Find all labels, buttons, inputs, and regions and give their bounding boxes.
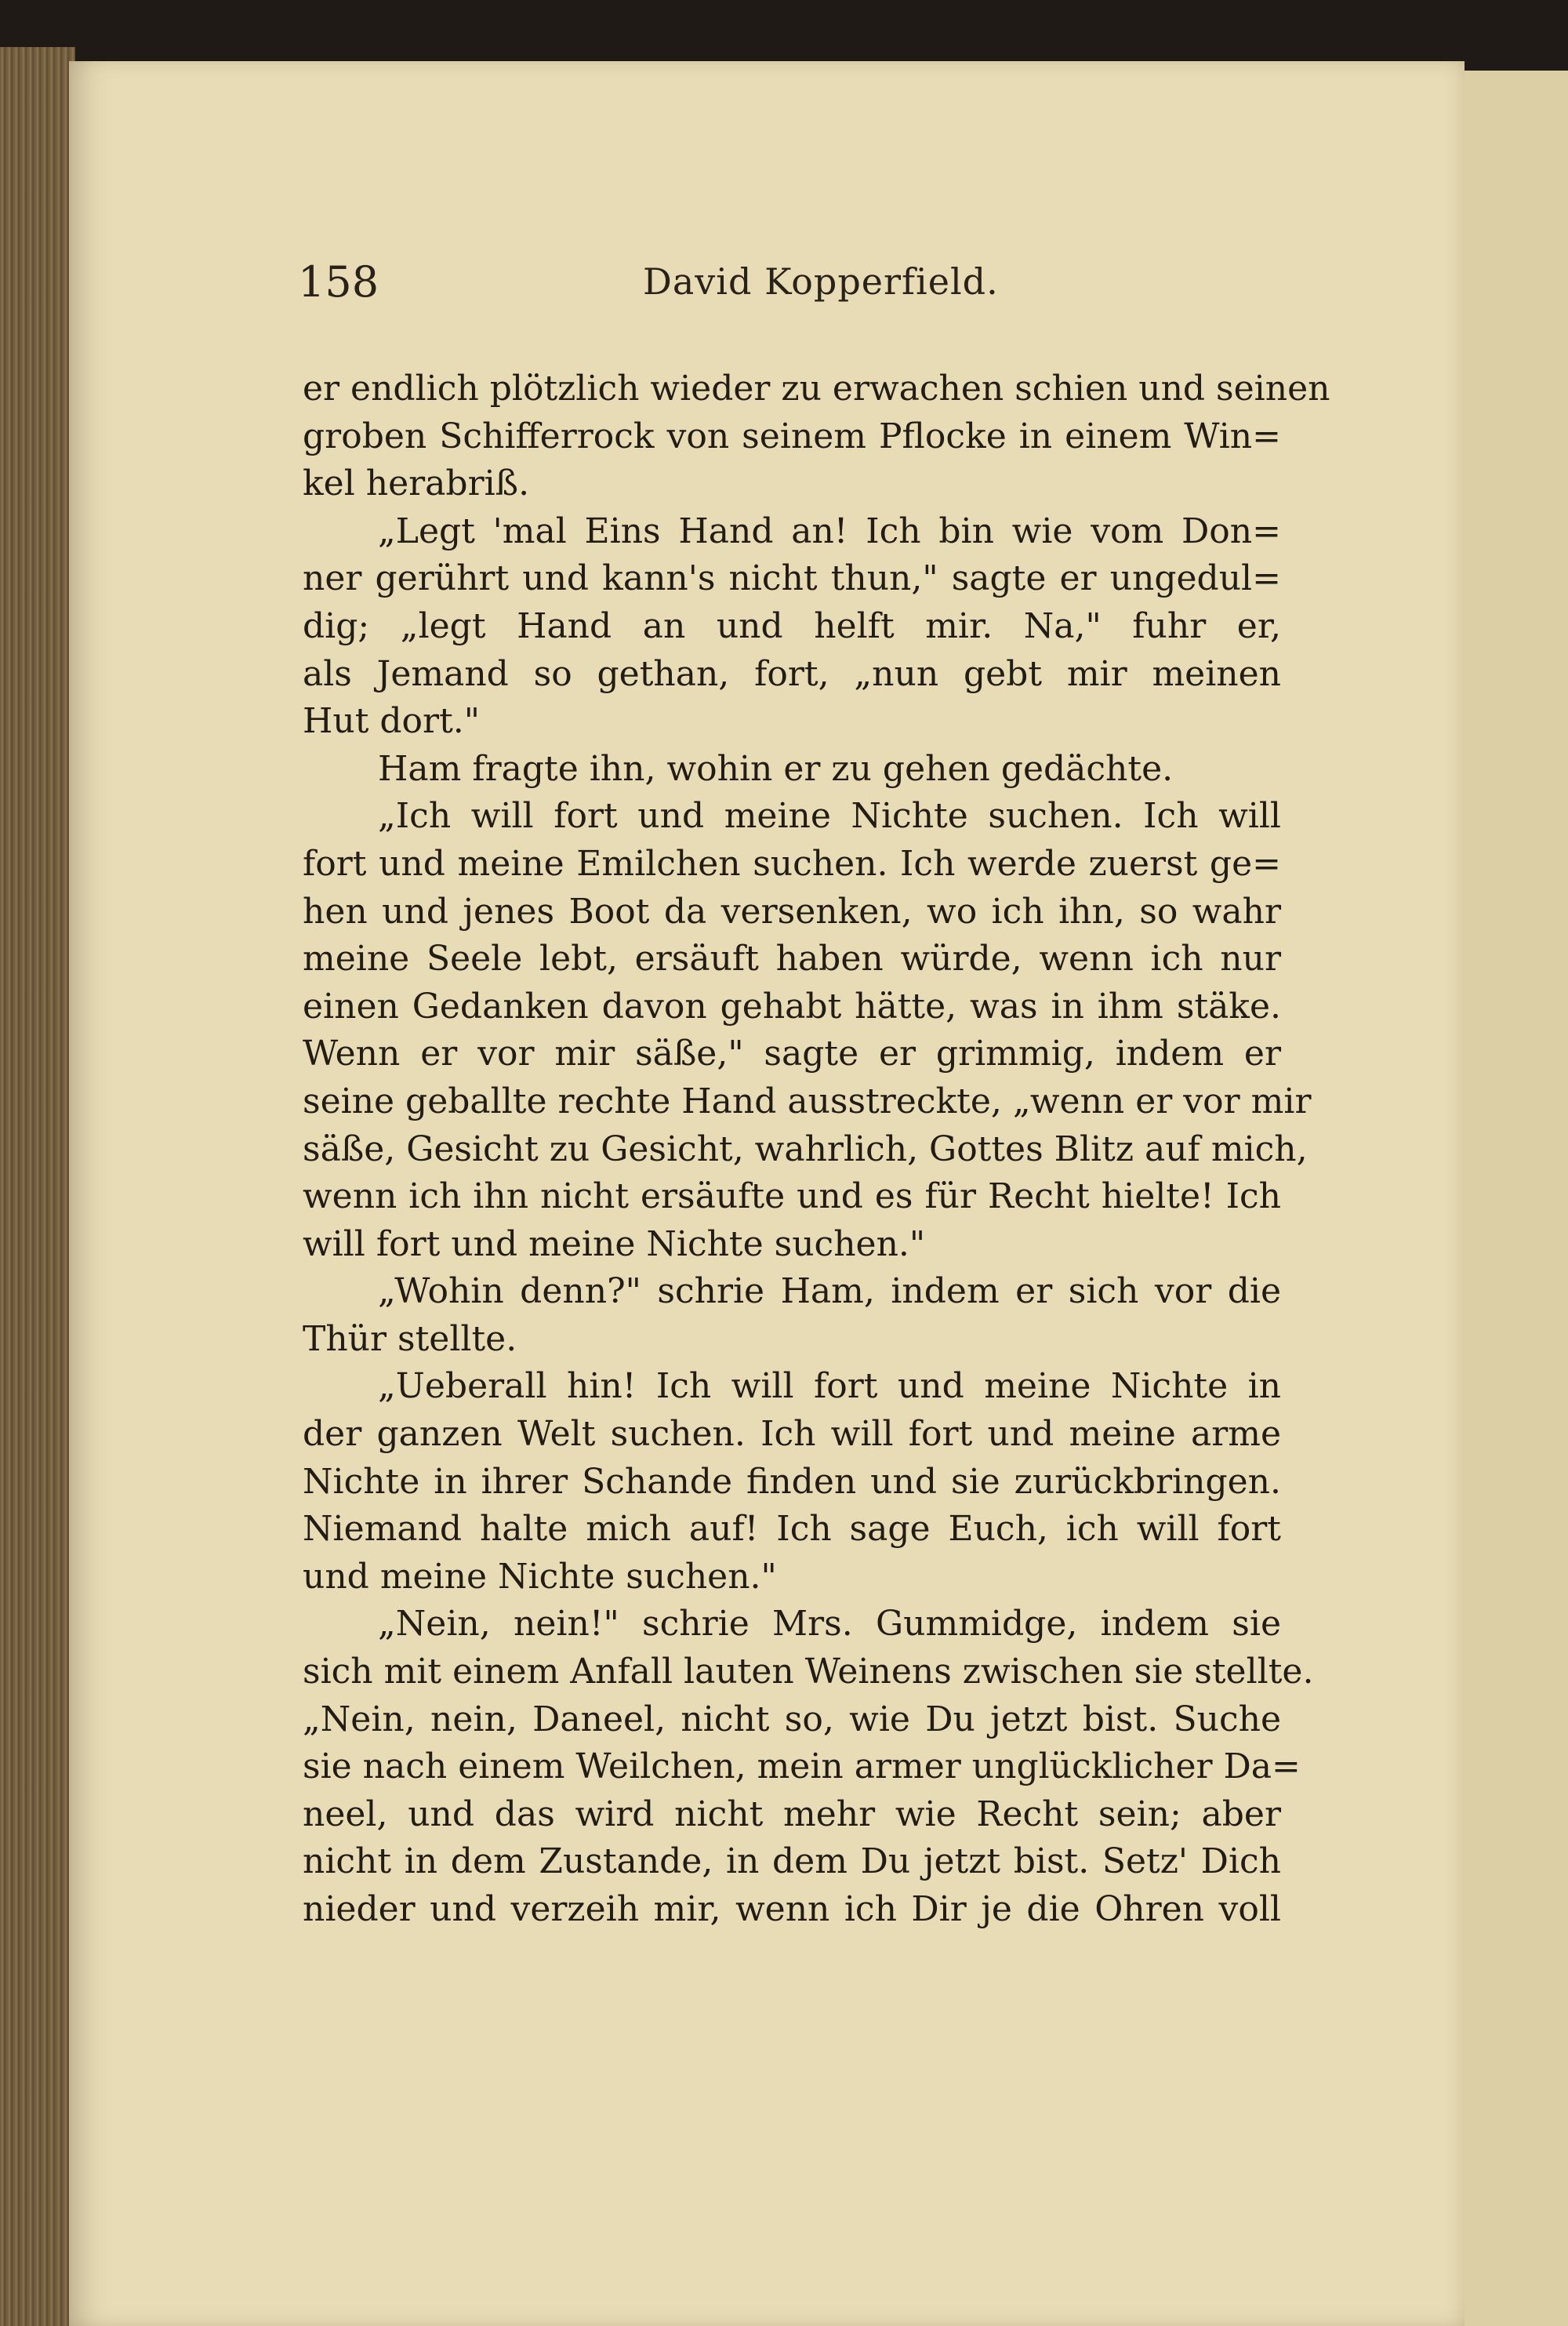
body-text [303,365,1330,1934]
text-line: Hut dort." [303,701,480,742]
text-line: Wenn er vor mir säße," sagte er grimmig, indem er [303,1034,1281,1074]
text-line: säße, Gesicht zu Gesicht, wahrlich, Gottes Blitz auf mich, [303,1128,1308,1169]
page-edges-left [0,47,75,2326]
text-line: wenn ich ihn nicht ersäufte und es für Recht hielte! Ich [303,1176,1281,1217]
running-title: David Kopperfield. [643,260,999,303]
facing-page-edge [1458,71,1568,2326]
text-line: Ham fragte ihn, wohin er zu gehen gedächte. [378,748,1174,789]
text-line: „Nein, nein!" schrie Mrs. Gummidge, indem sie [378,1604,1281,1645]
text-line: ner gerührt und kann's nicht thun," sagte er ungedul= [303,558,1281,599]
text-line: „Nein, nein, Daneel, nicht so, wie Du jetzt bist. Suche [303,1699,1281,1739]
text-line: „Wohin denn?" schrie Ham, indem er sich vor die [378,1271,1281,1312]
text-line: kel herabriß. [303,463,530,504]
page-header [298,257,1286,320]
text-line: Niemand halte mich auf! Ich sage Euch, ich will fort [303,1509,1281,1550]
text-line: meine Seele lebt, ersäuft haben würde, wenn ich nur [303,939,1281,979]
text-line: „Ueberall hin! Ich will fort und meine Nichte in [378,1366,1281,1407]
text-line: nieder und verzeih mir, wenn ich Dir je die Ohren voll [303,1889,1281,1929]
text-line: seine geballte rechte Hand ausstreckte, „wenn er vor mir [303,1081,1312,1121]
text-line: „Legt 'mal Eins Hand an! Ich bin wie vom Don= [378,511,1281,551]
text-line: sie nach einem Weilchen, mein armer unglücklicher Da= [303,1746,1301,1787]
text-line: einen Gedanken davon gehabt hätte, was in ihm stäke. [303,986,1281,1027]
text-line: will fort und meine Nichte suchen." [303,1223,926,1264]
text-line: neel, und das wird nicht mehr wie Recht sein; aber [303,1794,1281,1834]
text-line: und meine Nichte suchen." [303,1556,777,1597]
text-line: hen und jenes Boot da versenken, wo ich ihn, so wahr [303,891,1281,932]
text-line: als Jemand so gethan, fort, „nun gebt mir meinen [303,653,1281,694]
text-line: nicht in dem Zustande, in dem Du jetzt bist. Setz' Dich [303,1841,1281,1882]
text-line: groben Schifferrock von seinem Pflocke in einem Win= [303,416,1281,456]
text-line: „Ich will fort und meine Nichte suchen. Ich will [378,796,1281,837]
text-line: fort und meine Emilchen suchen. Ich werde zuerst ge= [303,843,1281,884]
text-line: der ganzen Welt suchen. Ich will fort und meine arme [303,1414,1281,1455]
text-line: er endlich plötzlich wieder zu erwachen schien und seinen [303,369,1330,409]
text-line: dig; „legt Hand an und helft mir. Na," fuhr er, [303,605,1281,646]
text-line: Thür stellte. [303,1318,517,1359]
text-line: Nichte in ihrer Schande finden und sie zurückbringen. [303,1461,1281,1502]
page-number: 158 [298,257,379,307]
text-line: sich mit einem Anfall lauten Weinens zwischen sie stellte. [303,1652,1314,1692]
scan-background-top [0,0,1568,71]
